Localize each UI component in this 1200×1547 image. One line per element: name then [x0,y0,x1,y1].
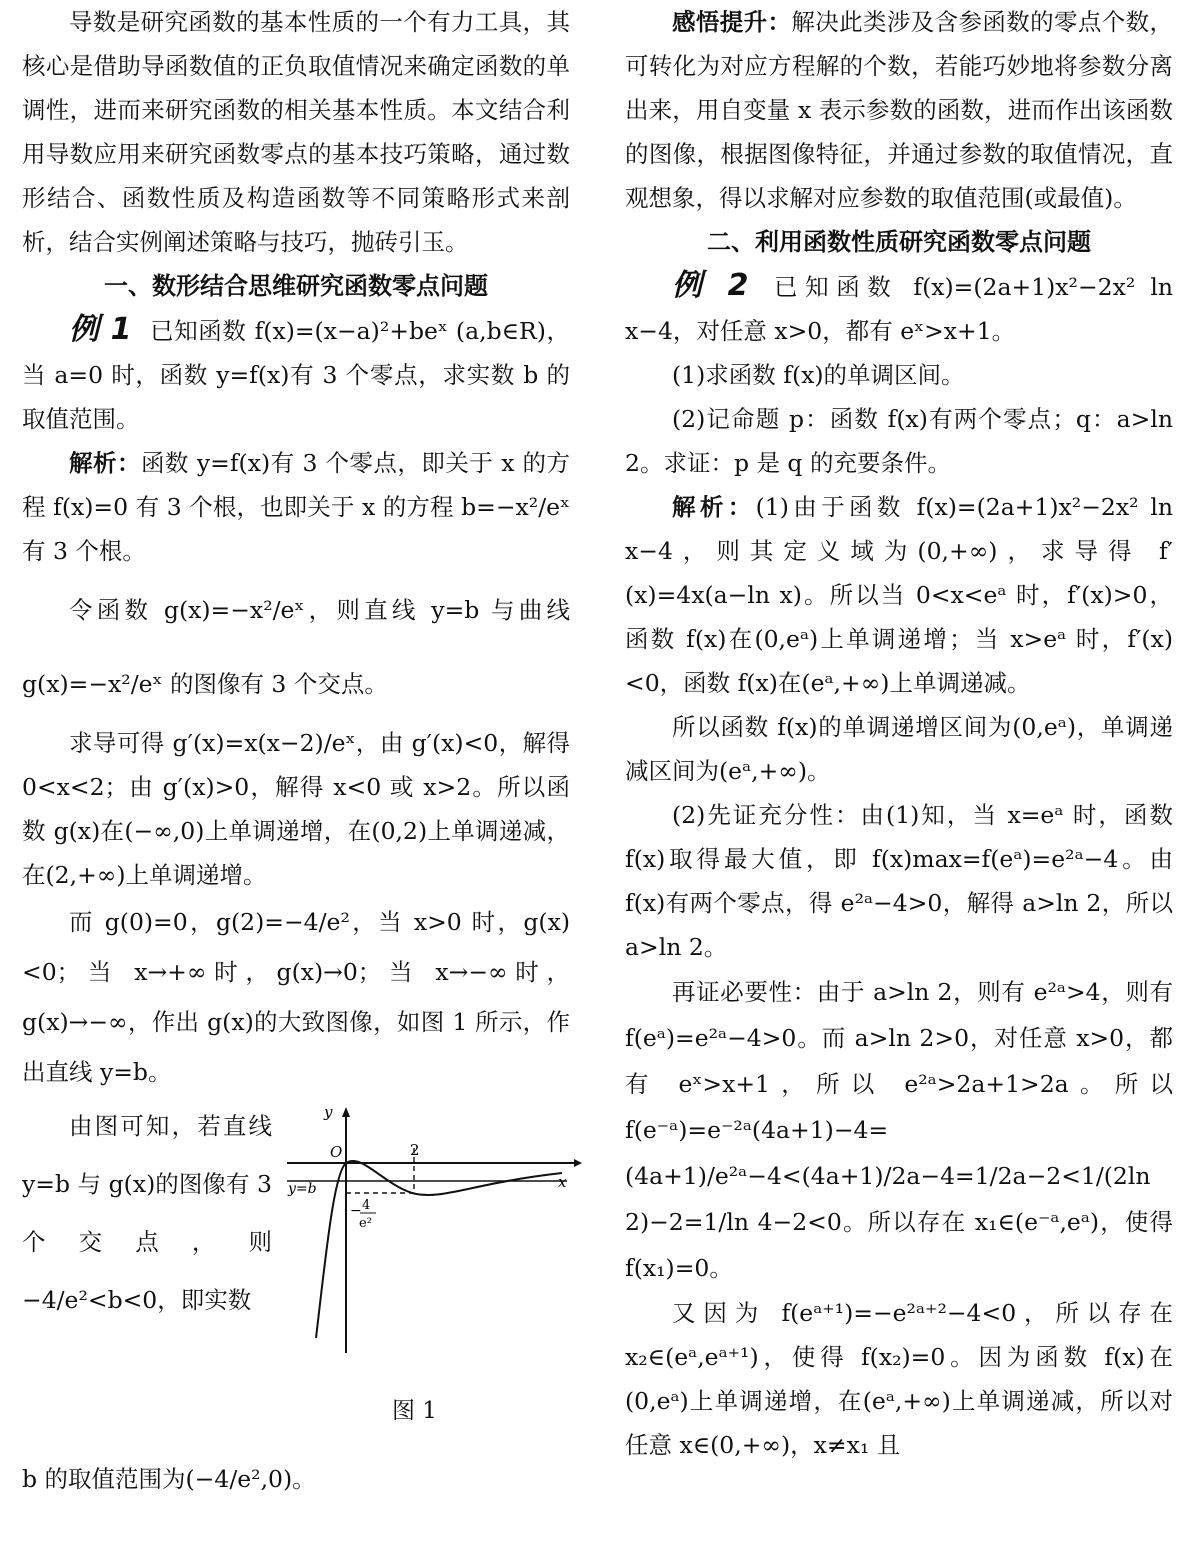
solution-2-label: 解析： [672,493,756,521]
intro-paragraph: 导数是研究函数的基本性质的一个有力工具，其核心是借助导函数值的正负取值情况来确定函数的单调性，进而来研究函数的相关基本性质。本文结合利用导数应用来研究函数零点的基本技巧策略，通过数形结合、函数性质及构造函数等不同策略形式来剖析，结合实例阐述策略与技巧，抛砖引玉。 [22,8,570,256]
figure-caption: 图 1 [392,1398,437,1424]
min-denominator: e² [359,1216,372,1231]
line-label: y=b [288,1181,317,1197]
tick-2-label: 2 [410,1141,420,1159]
solution-1-label: 解析： [69,449,141,477]
insight-text: 解决此类涉及含参函数的零点个数，可转化为对应方程解的个数，若能巧妙地将参数分离出来，用自变量 x 表示参数的函数，进而作出该函数的图像，根据图像特征，并通过参数的取值情况，直观想象，得以求解对应参数的取值范围(或最值)。 [625,8,1173,212]
section-2-title: 二、利用函数性质研究函数零点问题 [707,228,1091,256]
example-2-text: 已知函数 f(x)=(2a+1)x²−2x² ln x−4，对任意 x>0，都有 eˣ>x+1。 [625,273,1173,345]
example-1-label: 例 1 [69,312,132,347]
insight-paragraph [625,0,1173,220]
solution-1-p2: 令函数 g(x)=−x²/eˣ，则直线 y=b 与曲线 g(x)=−x²/eˣ 的图像有 3 个交点。 [22,596,570,698]
example-2-q2: (2)记命题 p：函数 f(x)有两个零点；q：a>ln 2。求证：p 是 q 的充要条件。 [625,405,1173,477]
example-1 [22,308,570,441]
solution-1-p5: 由图可知，若直线 y=b 与 g(x)的图像有 3 个交点，则 −4/e²<b<0，即实数 [22,1112,272,1314]
section-1-title: 一、数形结合思维研究函数零点问题 [104,272,488,300]
x-label: x [558,1173,567,1191]
solution-1-p6: b 的取值范围为(−4/e²,0)。 [22,1465,316,1493]
x-axis-arrow-icon [574,1159,582,1167]
example-2-label: 例 2 [672,268,749,303]
min-numerator: 4 [362,1198,371,1213]
left-column [22,0,570,1501]
y-axis-arrow-icon [342,1107,350,1117]
min-minus: − [350,1203,362,1219]
insight-label: 感悟提升： [672,8,792,36]
figure-block [22,1097,570,1457]
solution-2-p2: 所以函数 f(x)的单调递增区间为(0,eᵃ)，单调递减区间为(eᵃ,+∞)。 [625,713,1173,785]
solution-2-p5: 又因为 f(eᵃ⁺¹)=−e²ᵃ⁺²−4<0，所以存在 x₂∈(eᵃ,eᵃ⁺¹)，使得 f(x₂)=0。因为函数 f(x)在(0,eᵃ)上单调递增，在(eᵃ,+∞)上单调递减，所以对任意 x∈(0,+∞)，x≠x₁ 且 [625,1299,1173,1459]
solution-1-p1-text: 函数 y=f(x)有 3 个零点，即关于 x 的方程 f(x)=0 有 3 个根，也即关于 x 的方程 b=−x²/eˣ 有 3 个根。 [22,449,570,565]
solution-2-p1-text: (1)由于函数 f(x)=(2a+1)x²−2x² ln x−4，则其定义域为(0,+∞)，求导得 f′(x)=4x(a−ln x)。所以当 0<x<eᵃ 时，f′(x)>0，函数 f(x)在(0,eᵃ)上单调递增；当 x>eᵃ 时，f′(x)<0，函数 f(x)在(eᵃ,+∞)上单调递减。 [625,493,1174,697]
solution-2-p1 [625,485,1173,705]
y-label: y [324,1103,333,1121]
example-1-text: 已知函数 f(x)=(x−a)²+beˣ (a,b∈R)，当 a=0 时，函数 y=f(x)有 3 个零点，求实数 b 的取值范围。 [22,317,570,433]
solution-2-p4: 再证必要性：由于 a>ln 2，则有 e²ᵃ>4，则有 f(eᵃ)=e²ᵃ−4>0。而 a>ln 2>0，对任意 x>0，都有 eˣ>x+1，所以 e²ᵃ>2a+1>2a。所以 f(e⁻ᵃ)=e⁻²ᵃ(4a+1)−4=(4a+1)/e²ᵃ−4<(4a+1)/2a−4=1/2a−2<1/(2ln 2)−2=1/ln 4−2<0。所以存在 x₁∈(e⁻ᵃ,eᵃ)，使得 f(x₁)=0。 [625,978,1173,1282]
curve-g [316,1161,562,1338]
origin-label: O [330,1143,343,1161]
example-2-q1: (1)求函数 f(x)的单调区间。 [672,361,965,389]
solution-1-p3: 求导可得 g′(x)=x(x−2)/eˣ，由 g′(x)<0，解得 0<x<2；由 g′(x)>0，解得 x<0 或 x>2。所以函数 g(x)在(−∞,0)上单调递增，在(0,2)上单调递减，在(2,+∞)上单调递增。 [22,729,570,889]
example-2 [625,264,1173,353]
solution-1-p1 [22,441,570,573]
solution-1-p4: 而 g(0)=0，g(2)=−4/e²，当 x>0 时，g(x)<0；当 x→+∞时，g(x)→0；当 x→−∞时，g(x)→−∞，作出 g(x)的大致图像，如图 1 所示，作出直线 y=b。 [22,908,570,1086]
solution-2-p3: (2)先证充分性：由(1)知，当 x=eᵃ 时，函数 f(x)取得最大值，即 f(x)max=f(eᵃ)=e²ᵃ−4。由 f(x)有两个零点，得 e²ᵃ−4>0，解得 a>ln 2，所以 a>ln 2。 [625,801,1173,961]
right-column [625,0,1173,1467]
figure-1-graph [282,1103,582,1363]
